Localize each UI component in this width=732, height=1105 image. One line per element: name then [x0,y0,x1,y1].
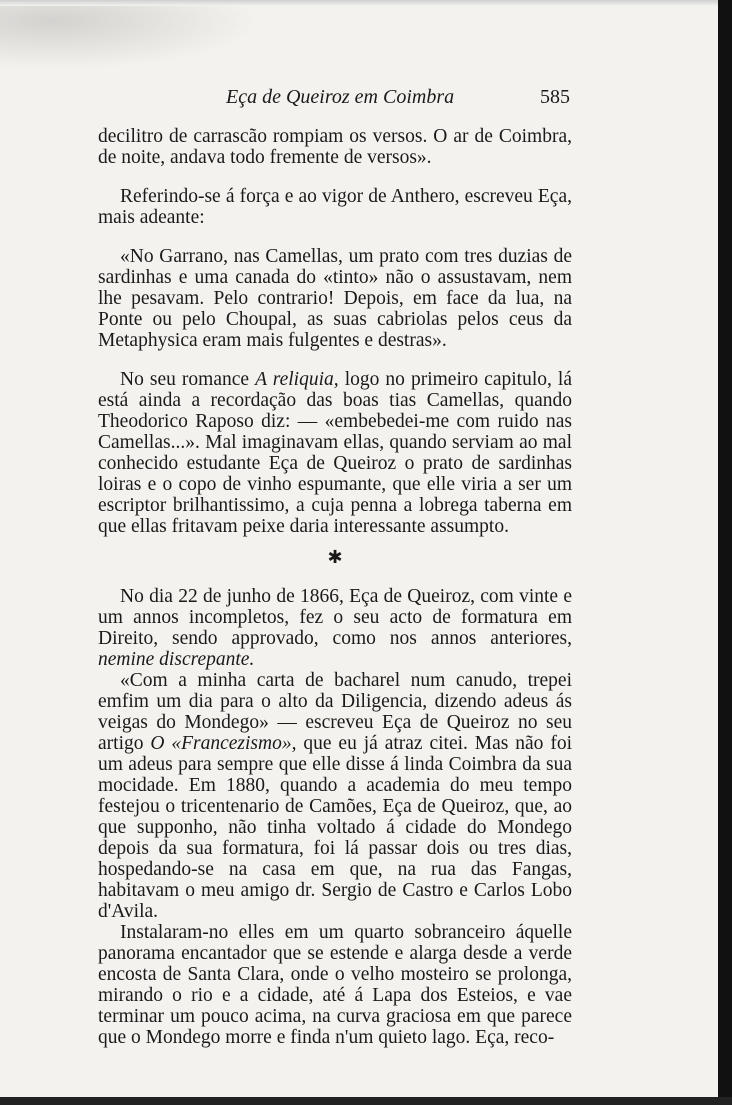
p6-text-a: «Com a minha carta de bacharel num canudo, trepei emfim um dia para o alto da Diligencia, dizendo adeus ás veigas do Mondego» — escreveu Eça de Queiroz no seu artigo [98,670,572,754]
quote-paragraph: «No Garrano, nas Camellas, um prato com tres duzias de sardinhas e uma canada do «tinto» não o assustavam, nem lhe pesavam. Pelo contrario! Depois, em face da lua, na Ponte ou pelo Choupal, as suas cabriolas pelos ceus da Metaphysica eram mais fulgentes e destras». [98,246,572,351]
page-smudge [0,0,260,70]
paragraph-2: Referindo-se á força e ao vigor de Anthero, escreveu Eça, mais adeante: [98,186,572,228]
p5-text: No dia 22 de junho de 1866, Eça de Queiroz, com vinte e um annos incompletos, fez o seu acto de formatura em Direito, sendo approvado, como nos annos anteriores, [98,586,572,649]
page-header [98,86,570,112]
p6-text-b: que eu já atraz citei. Mas não foi um adeus para sempre que elle disse á linda Coimbra da sua mocidade. Em 1880, quando a academia do meu tempo festejou o tricentenario de Camões, Eça de Queiroz, que, ao que supponho, não tinha voltado á cidade do Mondego depois da sua formatura, foi lá passar dois ou tres dias, hospedando-se na casa em que, na rua das Fangas, habitavam o meu amigo dr. Sergio de Castro e Carlos Lobo d'Avila. [98,733,572,922]
paragraph-4 [98,369,572,537]
latin-phrase: nemine discrepante. [98,649,255,670]
body-text [98,126,572,1048]
p4-text-b: logo no primeiro capitulo, lá está ainda a recordação das boas tias Camellas, quando Theodorico Raposo diz: — «embebedei-me com ruido nas Camellas...». Mal imaginavam ellas, quando serviam ao mal conhecido estudante Eça de Queiroz o prato de sardinhas loiras e o copo de vinho espumante, que elle viria a ser um escriptor brilhantissimo, a cuja penna a lobrega taberna em que ellas fritavam peixe daria interessante assumpto. [98,369,572,537]
article-title: O «Francezismo», [150,733,297,754]
running-head: Eça de Queiroz em Coimbra [226,86,455,108]
page-number: 585 [540,86,570,108]
paragraph-7: Instalaram-no elles em um quarto sobranceiro áquelle panorama encantador que se estende e alarga desde a verde encosta de Santa Clara, onde o velho mosteiro se prolonga, mirando o rio e a cidade, até á Lapa dos Esteios, e vae terminar um pouco acima, na curva graciosa em que parece que o Mondego morre e finda n'um quieto lago. Eça, reco- [98,922,572,1048]
p4-text-a: No seu romance [120,369,256,390]
paragraph-6 [98,670,572,922]
scan-edge-right [718,0,732,1105]
scan-edge-top [0,0,732,6]
book-title-reliquia: A reliquia, [255,369,339,390]
section-separator: ✱ [327,547,343,567]
paragraph-5 [98,586,572,670]
scan-edge-bottom [0,1097,732,1105]
paragraph-1: decilitro de carrascão rompiam os versos. O ar de Coimbra, de noite, andava todo fremente de versos». [98,126,572,168]
